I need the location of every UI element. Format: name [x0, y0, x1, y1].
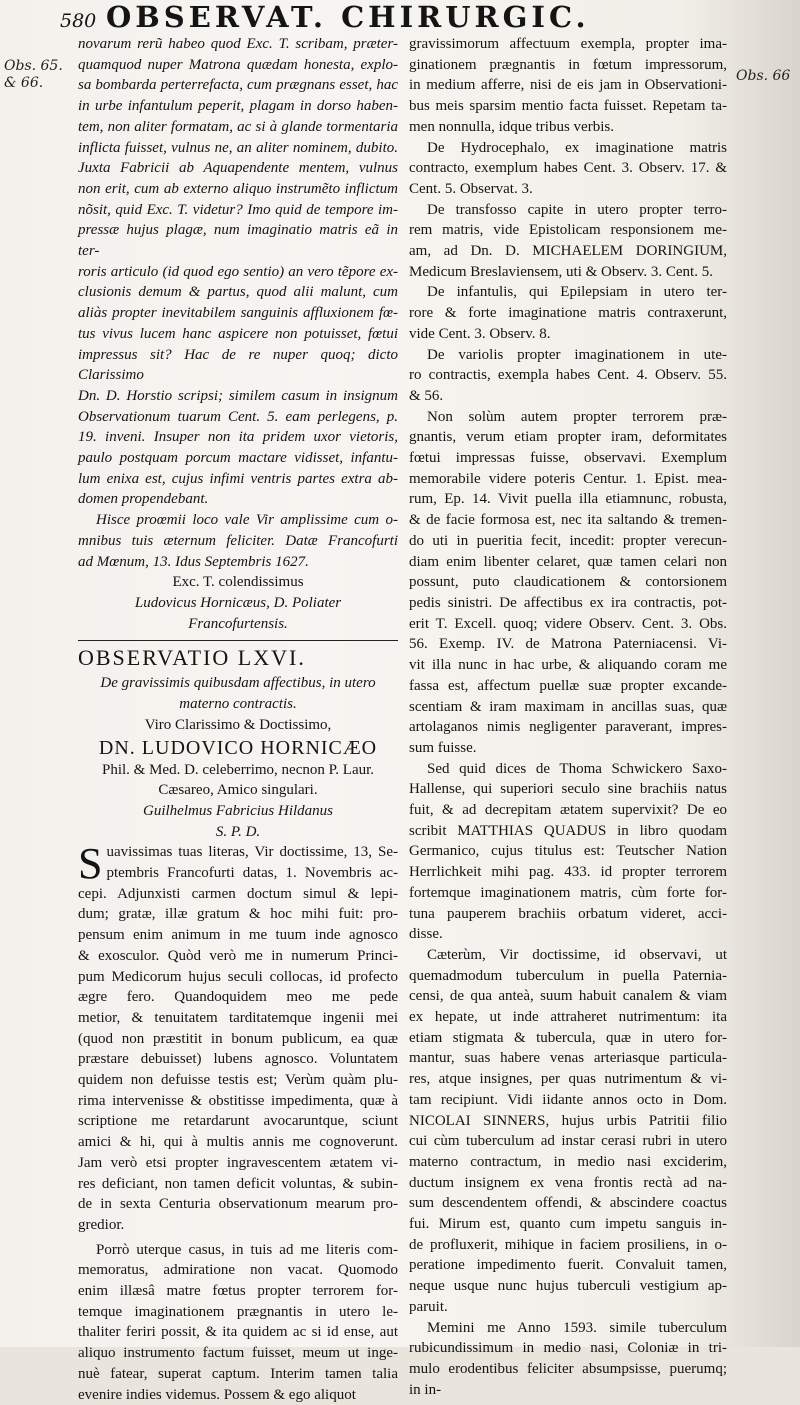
dedication-line: Phil. & Med. D. celeberrimo, necnon P. Laur.	[101, 761, 375, 778]
text-line: possunt, puto claudicationem & contorsionem	[409, 574, 727, 591]
text-line: non erit, cum ab externo aliquo instrumẽto inflictum	[78, 180, 398, 197]
text-line: am, ad Dn. D. MICHAELEM DORINGIUM,	[409, 243, 727, 260]
text-line: ductum insignem ex vena frontis rectà ad na-	[409, 1174, 727, 1191]
text-line: roris articulo (id quod ego sentio) an vero tẽpore ex-	[78, 263, 398, 280]
body-paragraph	[409, 345, 727, 407]
text-line: peratione impedimento fuerit. Convaluit tamen,	[409, 1257, 727, 1274]
signature-line: Exc. T. colendissimus	[172, 574, 304, 591]
text-line: vide Cent. 3. Observ. 8.	[409, 325, 551, 342]
text-line: scentiam & iram maximam in ancillas suas, quæ	[409, 698, 727, 715]
text-line: De infantulis, qui Epilepsiam in utero ter-	[427, 284, 727, 301]
text-line: scriptione me retardarunt avocaruntque, sciunt	[78, 1113, 398, 1130]
text-line: res, atque insignes, per quas nutrimentum & vi-	[409, 1071, 727, 1088]
text-line: (quod non præstitit in bonum publicum, ea quæ	[78, 1030, 398, 1047]
body-paragraph	[78, 1240, 398, 1405]
text-line: metior, & tenuitatem tarditatemque ingenii mei	[78, 1009, 398, 1026]
text-line: rubicundissimum in medio nasi, Coloniæ in tri-	[409, 1340, 727, 1357]
text-line: ad Mœnum, 13. Idus Septembris 1627.	[78, 553, 309, 570]
text-line: quemadmodum tuberculum in puella Paternia-	[409, 967, 727, 984]
left-margin-note: Obs. 65. & 66.	[4, 58, 63, 91]
text-line: Dn. D. Horstio scripsi; similem casum in insignum	[78, 387, 398, 404]
text-line: Non solùm autem propter terrorem præ-	[427, 408, 727, 425]
text-line: materno contractum, in medio nasi exciderim,	[409, 1153, 727, 1170]
text-line: gnantis, verum etiam propter iram, deformitates	[409, 429, 727, 446]
signature-line: Francofurtensis.	[188, 615, 288, 632]
text-line: præstare debuisset) lubens agnosco. Voluntatem	[78, 1051, 398, 1068]
text-line: enim illæsâ matre fœtus propter terrorem for-	[78, 1283, 398, 1300]
text-line: Observationum tuarum Cent. 5. eam perlegens, p.	[78, 408, 398, 425]
text-line: in in-	[409, 1381, 442, 1398]
body-paragraph	[409, 945, 727, 1318]
observation-subtitle	[78, 673, 398, 714]
text-line: in urbe infantulum peperit, plagam in dorso haben-	[78, 98, 398, 115]
text-line: domen propendebant.	[78, 491, 209, 508]
text-line: tuna pauperem brachiis orbatum videret, acci-	[409, 905, 727, 922]
text-line: De variolis propter imaginationem in ute-	[427, 346, 727, 363]
left-column	[78, 34, 398, 1405]
body-paragraph	[409, 1318, 727, 1401]
text-line: thaliter feriri possit, & ita quidem ac si id ense, aut	[78, 1324, 398, 1341]
author-name: Guilhelmus Fabricius Hildanus	[143, 802, 333, 819]
text-line: etiam stigmata & tubercula, quæ in utero for-	[409, 1029, 727, 1046]
text-line: Cæterùm, Vir doctissime, id observavi, ut	[427, 946, 727, 963]
text-line: Juxta Fabricii ab Aquapendente mentem, vulnus	[78, 160, 398, 177]
text-line: mnibus tuis æternum feliciter. Datæ Francofurti	[78, 532, 398, 549]
dedication-name: DN. LUDOVICO HORNICÆO	[98, 736, 378, 759]
text-line: pressæ hujus plagæ, num imaginatio matris eã in ter-	[78, 222, 398, 260]
text-line: quidem non defuisse testis est; Verùm quàm plu-	[78, 1072, 398, 1089]
body-paragraph	[409, 759, 727, 945]
text-line: pum Medicorum hujus seculi collocas, id profecto	[78, 968, 398, 985]
text-line: res deficiant, non tamen deficit voluntas, & subin-	[78, 1175, 398, 1192]
text-line: Herrlichkeit mihi pag. 433. id propter terrorem	[409, 864, 727, 881]
salutation: S. P. D.	[215, 823, 261, 840]
text-line: ptembris Francofurti datas, 1. Novembris ac-	[106, 865, 398, 882]
text-line: men nonnulla, idque tribus verbis.	[409, 118, 614, 135]
text-line: tem, non aliter formatam, ac si à glande tormentaria	[78, 118, 398, 135]
text-line: ex hepate, ut inde attraheret nutrimentum: ita	[409, 1009, 727, 1026]
page-header	[60, 0, 780, 34]
text-line: bus meis sparsim mentio facta fuisset. Repetam ta-	[409, 98, 727, 115]
text-line: inflicta fuisset, vulnus ne, an aliter nominem, dubito.	[78, 139, 398, 156]
text-line: Hallense, qui superiori seculo sine brachiis natus	[409, 781, 727, 798]
text-line: do uti in pueritia fecit, incedit: propter verecun-	[409, 532, 727, 549]
text-line: temque imaginationem prægnantis in utero le-	[78, 1303, 398, 1320]
text-line: NICOLAI SINNERS, hujus urbis Patritii filio	[409, 1112, 727, 1129]
text-line: Cent. 5. Observat. 3.	[409, 180, 533, 197]
right-margin-note: Obs. 66	[736, 68, 791, 84]
text-line: paruit.	[409, 1298, 448, 1315]
text-line: paulo postquam porcum mactare vidisset, infantu-	[78, 450, 398, 467]
text-line: nõsit, quid Exc. T. videtur? Imo quid de tempore im-	[78, 201, 398, 218]
right-column	[409, 34, 727, 1400]
text-line: censi, de qua anteà, suum habuit canalem & viam	[409, 988, 727, 1005]
page-number: 580	[60, 10, 97, 32]
text-line: sum descendentem offendi, & abscindere coactus	[409, 1195, 727, 1212]
text-line: mulo erodentibus feliciter absumpsisse, puerumq;	[409, 1361, 727, 1377]
text-line: Jam verò etsi propter ingravescentem ætatem vi-	[78, 1154, 398, 1171]
text-line: ro contractis, exempla habes Cent. 4. Observ. 55.	[409, 367, 727, 384]
text-line: & 56.	[409, 387, 444, 404]
text-line: in medium afferre, nisi de eis jam in Observationi-	[409, 77, 727, 94]
text-line: & de facie formosa est, nec ita saltando & tremen-	[409, 512, 727, 529]
text-line: lum enixa est, cujus infimi ventris partes extra ab-	[78, 470, 398, 487]
text-line: rum, Ep. 14. Vivit puella illa etiamnunc, robusta,	[409, 491, 727, 508]
letter-text	[78, 34, 398, 510]
text-line: tus vivus lucem hanc aspicere non potuisset, fœtui	[78, 325, 398, 342]
dedication-line: Cæsareo, Amico singulari.	[158, 782, 318, 799]
text-line: nuè fatear, superat captum. Interim tamen talia	[78, 1365, 398, 1382]
text-line: fui. Mirum est, quanto cum impetu sanguis in-	[409, 1216, 727, 1233]
text-line: de in sexta Centuria observationum mearum pro-	[78, 1196, 398, 1213]
text-line: rore & forte imaginatione matris contraxerunt,	[409, 305, 727, 322]
body-paragraph	[409, 138, 727, 200]
text-line: gravissimorum affectuum exempla, propter ima-	[409, 36, 727, 52]
text-line: sum fuisse.	[409, 739, 477, 756]
text-line: Medicum Breslaviensem, uti & Observ. 3. Cent. 5.	[409, 263, 713, 280]
text-line: cepi. Adjunxisti carmen doctum simul & lepi-	[78, 885, 398, 902]
signature-line: Ludovicus Hornicæus, D. Poliater	[134, 594, 342, 611]
body-paragraph	[409, 200, 727, 283]
text-line: fassa est, affectum puellæ suæ propter excande-	[409, 677, 727, 694]
text-line: dum; gratæ, illæ gratum & hoc mihi fuit: pro-	[78, 906, 398, 923]
text-line: fœtui impressas fuisse, observavi. Exemplum	[409, 450, 727, 467]
letter-body	[78, 839, 398, 1235]
text-line: clusionis demum & partus, quod alii malunt, cum	[78, 284, 398, 301]
text-line: Sed quid dices de Thoma Schwickero Saxo-	[427, 760, 727, 777]
dedication-line: Viro Clarissimo & Doctissimo,	[144, 716, 332, 733]
text-line: De Hydrocephalo, ex imaginatione matris	[427, 139, 727, 156]
text-line: vit illa nunc in hac urbe, & aliquando coram me	[409, 657, 727, 674]
text-line: 19. inveni. Insuper non ita pridem uxor vietoris,	[78, 429, 398, 446]
section-rule	[78, 640, 398, 641]
text-line: diam enim libenter celaret, quæ tamen celari non	[409, 553, 727, 570]
text-line: 56. Exemp. IV. de Matrona Paterniacensi. Vi-	[409, 636, 727, 653]
text-line: De gravissimis quibusdam affectibus, in utero	[100, 675, 376, 692]
observation-title: OBSERVATIO LXVI.	[78, 645, 306, 671]
text-line: memoratus, admiratione non vacat. Quomodo	[78, 1262, 398, 1279]
text-line: & exosculor. Quòd verò me in numerum Princi-	[78, 947, 398, 964]
text-line: memorabile videre poteris Centur. 1. Epist. mea-	[409, 470, 727, 487]
text-line: contracto, exemplum habes Cent. 3. Observ. 17. &	[409, 160, 727, 177]
text-line: fortemque imaginationem matris, cùm forte for-	[409, 884, 727, 901]
text-line: novarum rerũ habeo quod Exc. T. scribam, præter-	[78, 36, 398, 52]
text-line: ginationem prægnantis in fœtum impressorum,	[409, 56, 727, 73]
body-paragraph	[409, 407, 727, 759]
text-line: erit T. Excell. quoq; videre Observ. Cent. 3. Obs.	[409, 615, 727, 632]
body-paragraph	[409, 34, 727, 138]
signature-block	[78, 572, 398, 634]
text-line: Memini me Anno 1593. simile tuberculum	[427, 1319, 727, 1336]
text-line: scribit MATTHIAS QUADUS in libro quodam	[409, 822, 727, 839]
text-line: mantur, suas habere venas arteriasque particula-	[409, 1050, 727, 1067]
text-line: tam recipiunt. Vidi iidante annos octo in Dom.	[409, 1091, 727, 1108]
text-line: pensum enim animum in me tuum inde agnosco	[78, 927, 398, 944]
text-line: aliàs propter inevitabilem sanguinis affluxionem fœ-	[78, 305, 398, 322]
dedication	[78, 715, 398, 801]
text-line: Hisce proœmii loco vale Vir amplissime cum o-	[96, 512, 398, 529]
text-line: gredior.	[78, 1216, 125, 1233]
text-line: impressus sit? Hac de re nuper quoq; dicto Clarissimo	[78, 346, 398, 384]
text-line: ægre fero. Quandoquidem meo me pede	[78, 989, 398, 1006]
body-paragraph	[409, 282, 727, 344]
text-line: artolaganos nimis negligenter paraverant, impres-	[409, 719, 727, 736]
text-line: de profluxerit, mihique in faciem prosiliens, in o-	[409, 1236, 727, 1253]
running-head: OBSERVAT. CHIRURGIC.	[106, 0, 590, 34]
text-line: sa bombarda perterrefacta, cum prægnans esset, hac	[78, 77, 398, 94]
text-line: neque usque nunc hujus tuberculi vestigium ap-	[409, 1278, 727, 1295]
text-line: aliquo instrumento factum fuisset, meum ut inge-	[78, 1345, 398, 1362]
text-line: materno contractis.	[179, 696, 297, 713]
text-line: quamquod nuper Matrona quædam honesta, explo-	[78, 56, 398, 73]
text-line: Suavissimas tuas literas, Vir doctissime, 13, Se-	[78, 839, 398, 889]
text-line: rima intervenisse & obstitisse impedimenta, quæ à	[78, 1092, 398, 1109]
text-line: pedis sinistri. De affectibus ex ira contractis, pot-	[409, 594, 727, 611]
text-line: De transfosso capite in utero propter terro-	[427, 201, 727, 218]
text-line: cui cùm tuberculum ad instar cerasi rubri in utero	[409, 1133, 727, 1150]
text-line: disse.	[409, 926, 443, 943]
text-line: amici & hi, qui à multis annis me cognoverunt.	[78, 1134, 398, 1151]
text-line: rem matris, vide Epistolicam responsionem me-	[409, 222, 727, 239]
text-line: evenire indies videmus. Possem & ego aliquot	[78, 1386, 356, 1403]
text-line: fuit, & ad decrepitam ætatem supervixit? De eo	[409, 802, 727, 819]
letter-closing	[78, 510, 398, 572]
text-line: Porrò uterque casus, in tuis ad me literis com-	[96, 1241, 398, 1258]
text-line: Germanico, cujus titulus est: Teutscher Nation	[409, 843, 727, 860]
